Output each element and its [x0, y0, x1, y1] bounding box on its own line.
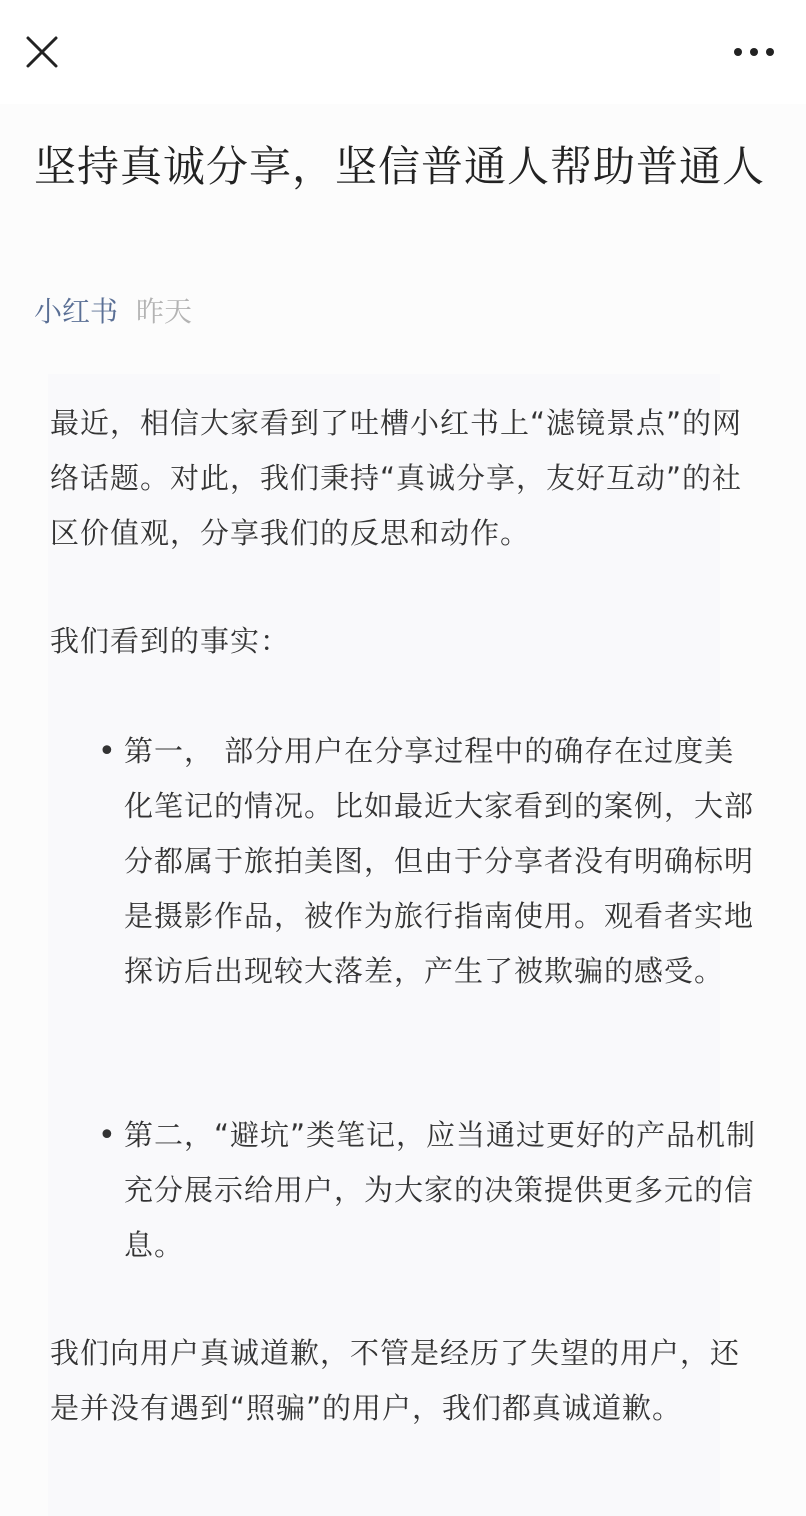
article-title: 坚持真诚分享，坚信普通人帮助普通人: [34, 142, 766, 191]
bullet-dot: •: [98, 734, 116, 769]
article-meta: [34, 292, 192, 332]
article-body: [48, 374, 757, 1516]
apology-paragraph: 我们向用户真诚道歉，不管是经历了失望的用户，还是并没有遇到“照骗”的用户，我们都真诚道歉。: [50, 1336, 741, 1425]
bullet-item-1: 第一， 部分用户在分享过程中的确存在过度美化笔记的情况。比如最近大家看到的案例，大部分都属于旅拍美图，但由于分享者没有明确标明是摄影作品，被作为旅行指南使用。观看者实地探访后出现较大落差，产生了被欺骗的感受。: [124, 734, 755, 988]
bullet-dot: •: [98, 1118, 116, 1153]
bullet-item-2: 第二，“避坑”类笔记，应当通过更好的产品机制充分展示给用户，为大家的决策提供更多元的信息。: [124, 1118, 757, 1262]
author-link[interactable]: 小红书: [34, 295, 119, 328]
top-bar: [0, 0, 806, 104]
facts-heading: 我们看到的事实：: [50, 624, 291, 658]
more-button[interactable]: [732, 38, 776, 66]
article: [0, 104, 806, 1516]
close-button[interactable]: [24, 34, 60, 70]
more-horizontal-icon: [732, 38, 776, 66]
close-icon: [24, 34, 60, 70]
publish-date: 昨天: [136, 295, 193, 328]
intro-paragraph: 最近，相信大家看到了吐槽小红书上“滤镜景点”的网络话题。对此，我们秉持“真诚分享，友好互动”的社区价值观，分享我们的反思和动作。: [50, 406, 743, 550]
